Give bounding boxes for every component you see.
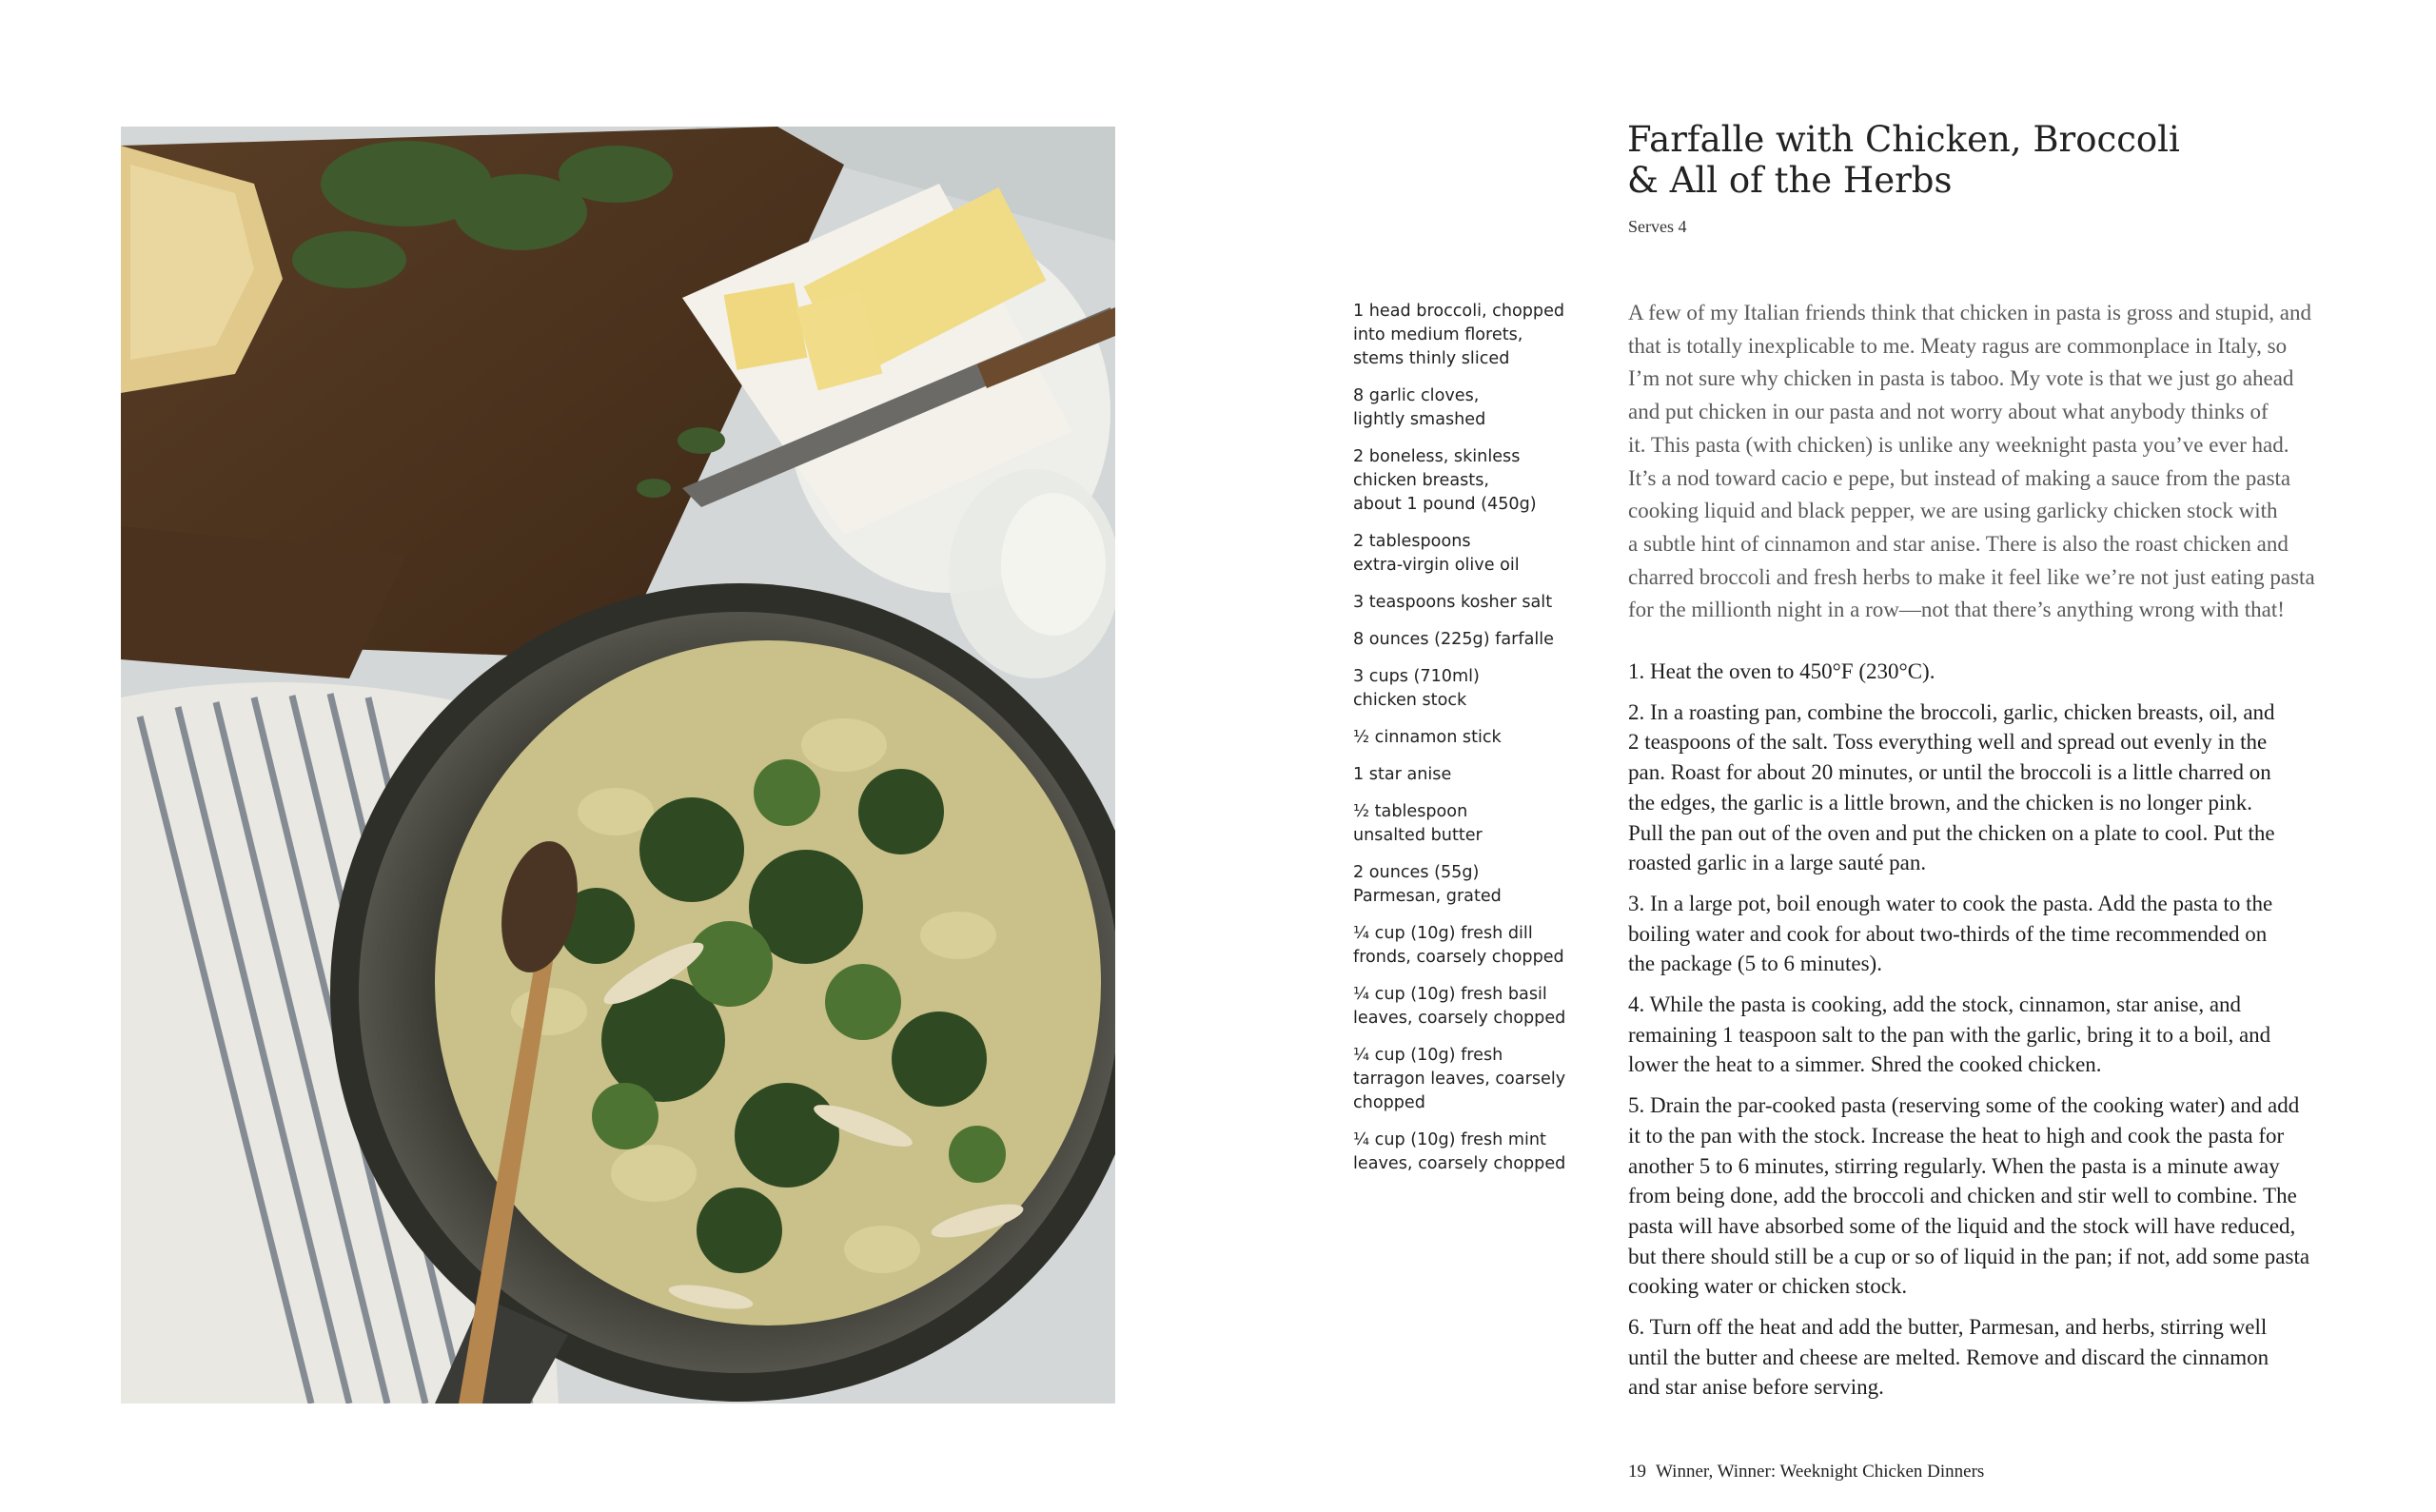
step-line: 1. Heat the oven to 450°F (230°C). xyxy=(1628,659,1935,683)
pasta-dish-photo-icon xyxy=(121,127,1115,1404)
ingredient-line: ½ tablespoon xyxy=(1353,802,1468,821)
step-item xyxy=(1628,990,2351,1080)
step-line: cooking water or chicken stock. xyxy=(1628,1274,1908,1299)
intro-line: for the millionth night in a row—not that there’s anything wrong with that! xyxy=(1628,598,2285,622)
recipe-title xyxy=(1627,119,2293,201)
recipe-photo xyxy=(121,127,1115,1404)
ingredient-item xyxy=(1353,800,1586,848)
intro-line: and put chicken in our pasta and not worry about what anybody thinks of xyxy=(1628,400,2269,424)
ingredient-item xyxy=(1353,983,1586,1031)
step-line: from being done, add the broccoli and chicken and stir well to combine. The xyxy=(1628,1184,2297,1208)
ingredient-line: ½ cinnamon stick xyxy=(1353,728,1502,747)
ingredient-line: into medium florets, xyxy=(1353,325,1523,344)
step-line: and star anise before serving. xyxy=(1628,1375,1884,1400)
ingredient-item xyxy=(1353,665,1586,713)
step-line: until the butter and cheese are melted. Remove and discard the cinnamon xyxy=(1628,1345,2269,1369)
page-number: 19 xyxy=(1628,1462,1646,1482)
intro-line: I’m not sure why chicken in pasta is taboo. My vote is that we just go ahead xyxy=(1628,366,2294,391)
intro-line: cooking liquid and black pepper, we are using garlicky chicken stock with xyxy=(1628,499,2278,523)
recipe-intro xyxy=(1628,297,2351,627)
ingredient-line: ¼ cup (10g) fresh dill xyxy=(1353,924,1533,943)
step-line: it to the pan with the stock. Increase the heat to high and cook the pasta for xyxy=(1628,1123,2285,1148)
ingredient-line: 2 tablespoons xyxy=(1353,532,1471,551)
ingredient-line: extra-virgin olive oil xyxy=(1353,556,1520,575)
chapter-title: Winner, Winner: Weeknight Chicken Dinners xyxy=(1656,1462,1985,1482)
ingredient-line: unsalted butter xyxy=(1353,826,1483,845)
step-line: pasta will have absorbed some of the liquid and the stock will have reduced, xyxy=(1628,1213,2296,1238)
step-line: 4. While the pasta is cooking, add the stock, cinnamon, star anise, and xyxy=(1628,992,2242,1017)
step-item xyxy=(1628,889,2351,979)
step-line: pan. Roast for about 20 minutes, or until the broccoli is a little charred on xyxy=(1628,760,2271,785)
step-line: Pull the pan out of the oven and put the chicken on a plate to cool. Put the xyxy=(1628,820,2275,845)
ingredient-line: 2 ounces (55g) xyxy=(1353,863,1480,882)
ingredient-line: about 1 pound (450g) xyxy=(1353,495,1537,514)
ingredient-line: ¼ cup (10g) fresh xyxy=(1353,1046,1503,1065)
step-item xyxy=(1628,697,2351,878)
ingredient-line: 8 ounces (225g) farfalle xyxy=(1353,630,1554,649)
ingredient-line: 1 head broccoli, chopped xyxy=(1353,302,1565,321)
step-line: 2. In a roasting pan, combine the broccoli, garlic, chicken breasts, oil, and xyxy=(1628,699,2275,724)
intro-line: A few of my Italian friends think that chicken in pasta is gross and stupid, and xyxy=(1628,301,2311,324)
step-line: 5. Drain the par-cooked pasta (reserving some of the cooking water) and add xyxy=(1628,1093,2300,1118)
ingredient-item xyxy=(1353,384,1586,432)
ingredient-line: 3 cups (710ml) xyxy=(1353,667,1480,686)
ingredient-line: 3 teaspoons kosher salt xyxy=(1353,593,1553,612)
step-line: 6. Turn off the heat and add the butter, Parmesan, and herbs, stirring well xyxy=(1628,1315,2268,1340)
ingredient-line: ¼ cup (10g) fresh mint xyxy=(1353,1130,1546,1149)
ingredient-line: leaves, coarsely chopped xyxy=(1353,1009,1566,1028)
ingredient-item xyxy=(1353,861,1586,909)
ingredient-item xyxy=(1353,628,1586,652)
ingredient-line: lightly smashed xyxy=(1353,410,1486,429)
step-line: the package (5 to 6 minutes). xyxy=(1628,952,1882,976)
step-line: the edges, the garlic is a little brown, and the chicken is no longer pink. xyxy=(1628,790,2252,815)
intro-line: It’s a nod toward cacio e pepe, but instead of making a sauce from the pasta xyxy=(1628,465,2291,490)
page-footer xyxy=(1628,1462,1984,1483)
ingredient-item xyxy=(1353,1044,1586,1115)
step-line: but there should still be a cup or so of liquid in the pan; if not, add some pasta xyxy=(1628,1244,2310,1268)
ingredient-line: 2 boneless, skinless xyxy=(1353,447,1521,466)
ingredient-item xyxy=(1353,530,1586,578)
step-line: roasted garlic in a large sauté pan. xyxy=(1628,851,1927,875)
ingredient-line: tarragon leaves, coarsely xyxy=(1353,1070,1566,1089)
recipe-title-line: & All of the Herbs xyxy=(1627,160,1953,201)
ingredient-item xyxy=(1353,300,1586,371)
recipe-title-line: Farfalle with Chicken, Broccoli xyxy=(1627,119,2180,160)
ingredient-item xyxy=(1353,591,1586,615)
ingredient-item xyxy=(1353,922,1586,970)
ingredient-line: 1 star anise xyxy=(1353,765,1452,784)
ingredient-line: stems thinly sliced xyxy=(1353,349,1510,368)
ingredient-item xyxy=(1353,445,1586,517)
recipe-steps xyxy=(1628,657,2351,1413)
serves-label: Serves 4 xyxy=(1628,217,1687,236)
ingredient-line: ¼ cup (10g) fresh basil xyxy=(1353,985,1547,1004)
intro-line: a subtle hint of cinnamon and star anise. There is also the roast chicken and xyxy=(1628,531,2289,556)
step-item xyxy=(1628,1312,2351,1403)
step-item xyxy=(1628,657,2351,687)
step-line: 3. In a large pot, boil enough water to cook the pasta. Add the pasta to the xyxy=(1628,891,2273,915)
ingredient-line: chopped xyxy=(1353,1093,1425,1112)
intro-line: it. This pasta (with chicken) is unlike any weeknight pasta you’ve ever had. xyxy=(1628,432,2289,457)
step-item xyxy=(1628,1090,2351,1302)
intro-line: that is totally inexplicable to me. Meaty ragus are commonplace in Italy, so xyxy=(1628,333,2288,358)
ingredient-line: Parmesan, grated xyxy=(1353,887,1502,906)
ingredient-line: leaves, coarsely chopped xyxy=(1353,1154,1566,1173)
ingredient-list xyxy=(1353,300,1586,1189)
ingredient-line: fronds, coarsely chopped xyxy=(1353,948,1564,967)
step-line: boiling water and cook for about two-thirds of the time recommended on xyxy=(1628,921,2268,946)
step-line: lower the heat to a simmer. Shred the cooked chicken. xyxy=(1628,1052,2102,1077)
ingredient-item xyxy=(1353,763,1586,787)
step-line: remaining 1 teaspoon salt to the pan with the garlic, bring it to a boil, and xyxy=(1628,1022,2271,1047)
step-line: 2 teaspoons of the salt. Toss everything well and spread out evenly in the xyxy=(1628,730,2268,755)
ingredient-line: chicken stock xyxy=(1353,691,1467,710)
ingredient-line: chicken breasts, xyxy=(1353,471,1489,490)
intro-line: charred broccoli and fresh herbs to make it feel like we’re not just eating pasta xyxy=(1628,564,2315,589)
ingredient-item xyxy=(1353,726,1586,750)
ingredient-line: 8 garlic cloves, xyxy=(1353,386,1480,405)
step-line: another 5 to 6 minutes, stirring regularly. When the pasta is a minute away xyxy=(1628,1153,2280,1178)
ingredient-item xyxy=(1353,1129,1586,1176)
